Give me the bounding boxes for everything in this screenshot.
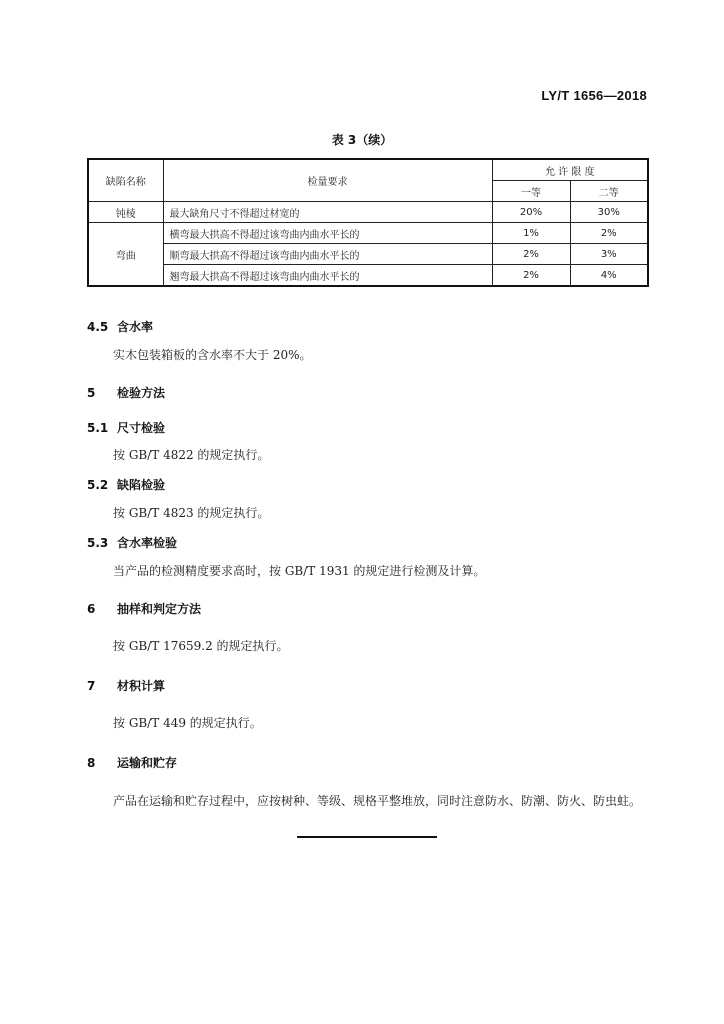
requirement-cell: 翘弯最大拱高不得超过该弯曲内曲水平长的 — [163, 265, 492, 287]
section-8-heading — [87, 754, 177, 771]
section-7-text: 按 GB/T 449 的规定执行。 — [113, 716, 262, 730]
section-number: 6 — [87, 602, 96, 616]
section-5-2-heading — [87, 476, 165, 493]
table-header-row — [88, 159, 648, 181]
defect-cell: 钝棱 — [88, 202, 163, 223]
section-5-2-text: 按 GB/T 4823 的规定执行。 — [113, 506, 270, 520]
grade-1-cell: 2% — [492, 244, 570, 265]
section-5-heading — [87, 384, 165, 401]
table-row — [88, 223, 648, 244]
requirement-cell: 横弯最大拱高不得超过该弯曲内曲水平长的 — [163, 223, 492, 244]
header-grade-1: 一等 — [492, 181, 570, 202]
section-number: 5.2 — [87, 478, 109, 492]
defect-tolerance-table — [87, 158, 649, 287]
header-grade-2: 二等 — [570, 181, 648, 202]
section-6-heading — [87, 600, 201, 617]
grade-1-cell: 2% — [492, 265, 570, 287]
section-7-heading — [87, 677, 165, 694]
standard-number: LY/T 1656—2018 — [541, 88, 647, 103]
grade-1-cell: 20% — [492, 202, 570, 223]
table-caption: 表 3（续） — [331, 133, 393, 147]
section-title: 含水率检验 — [117, 536, 178, 550]
end-of-document-rule — [297, 836, 437, 838]
section-number: 4.5 — [87, 320, 109, 334]
section-4-5-text: 实木包装箱板的含水率不大于 20%。 — [113, 348, 312, 362]
section-title: 运输和贮存 — [117, 756, 178, 770]
section-number: 7 — [87, 679, 96, 693]
section-title: 尺寸检验 — [117, 421, 166, 435]
section-6-text: 按 GB/T 17659.2 的规定执行。 — [113, 639, 289, 653]
section-number: 8 — [87, 756, 96, 770]
section-5-3-heading — [87, 534, 177, 551]
section-5-1-text: 按 GB/T 4822 的规定执行。 — [113, 448, 270, 462]
grade-1-cell: 1% — [492, 223, 570, 244]
section-8-text: 产品在运输和贮存过程中，应按树种、等级、规格平整堆放，同时注意防水、防潮、防火、防虫蛀。 — [113, 794, 642, 808]
header-requirement: 检量要求 — [163, 159, 492, 202]
requirement-cell: 最大缺角尺寸不得超过材宽的 — [163, 202, 492, 223]
section-number: 5.3 — [87, 536, 109, 550]
section-title: 抽样和判定方法 — [117, 602, 202, 616]
header-tolerance: 允 许 限 度 — [492, 159, 648, 181]
table-row — [88, 265, 648, 287]
header-defect-name: 缺陷名称 — [88, 159, 163, 202]
section-title: 缺陷检验 — [117, 478, 166, 492]
section-title: 含水率 — [117, 320, 154, 334]
requirement-cell: 顺弯最大拱高不得超过该弯曲内曲水平长的 — [163, 244, 492, 265]
section-number: 5.1 — [87, 421, 109, 435]
grade-2-cell: 3% — [570, 244, 648, 265]
grade-2-cell: 4% — [570, 265, 648, 287]
section-title: 材积计算 — [117, 679, 166, 693]
section-title: 检验方法 — [117, 386, 166, 400]
section-number: 5 — [87, 386, 96, 400]
section-5-3-text: 当产品的检测精度要求高时，按 GB/T 1931 的规定进行检测及计算。 — [113, 564, 486, 578]
grade-2-cell: 2% — [570, 223, 648, 244]
section-4-5-heading — [87, 318, 153, 335]
defect-cell: 弯曲 — [88, 223, 163, 287]
grade-2-cell: 30% — [570, 202, 648, 223]
section-5-1-heading — [87, 419, 165, 436]
table-row — [88, 202, 648, 223]
table-row — [88, 244, 648, 265]
